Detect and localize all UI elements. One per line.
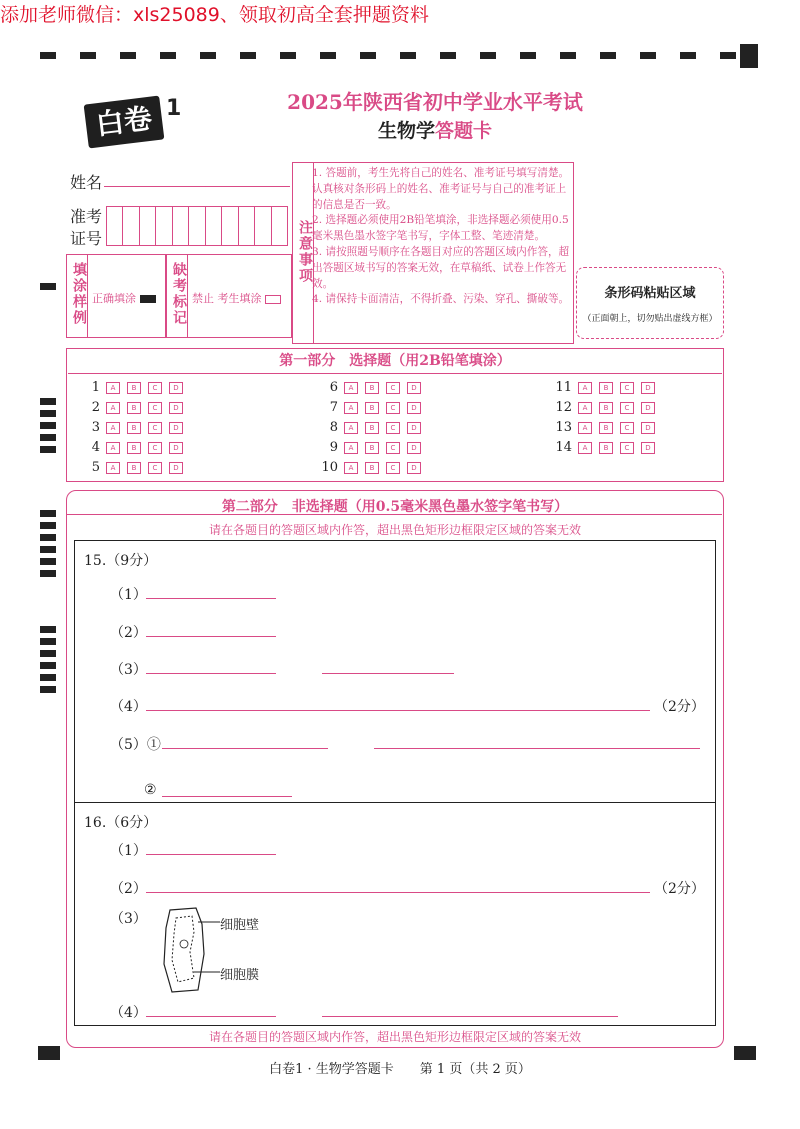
option-bubble[interactable]: A bbox=[578, 422, 592, 434]
q16-part1: （1） bbox=[110, 843, 147, 859]
question-number: 14 bbox=[555, 440, 572, 455]
q15-answer-5b[interactable] bbox=[162, 796, 292, 797]
q16-answer-4b[interactable] bbox=[322, 1016, 618, 1017]
choice-question bbox=[318, 420, 428, 435]
option-bubble[interactable]: C bbox=[386, 462, 400, 474]
choice-question bbox=[552, 440, 662, 455]
absent-label: 缺考标记 bbox=[171, 262, 187, 326]
choice-question bbox=[80, 380, 190, 395]
choice-question bbox=[80, 400, 190, 415]
question-number: 1 bbox=[91, 380, 100, 395]
q15-answer-2[interactable] bbox=[146, 636, 276, 637]
choice-question bbox=[318, 380, 428, 395]
id-label-2: 证号 bbox=[70, 229, 103, 248]
q15-answer-3b[interactable] bbox=[322, 673, 454, 674]
choice-question bbox=[318, 400, 428, 415]
option-bubble[interactable]: C bbox=[148, 422, 162, 434]
notes-list bbox=[312, 166, 574, 308]
question-number: 8 bbox=[329, 420, 338, 435]
id-label-1: 准考 bbox=[70, 207, 103, 226]
option-bubble[interactable]: D bbox=[641, 382, 655, 394]
option-bubble[interactable]: B bbox=[127, 422, 141, 434]
cell-membrane-label: 细胞膜 bbox=[220, 968, 260, 983]
q16-part3: （3） bbox=[110, 911, 147, 927]
paper-badge: 白卷 bbox=[84, 96, 165, 149]
q15-label: 15.（9分） bbox=[84, 553, 158, 569]
option-bubble[interactable]: C bbox=[148, 402, 162, 414]
bottom-instruction: 请在各题目的答题区域内作答，超出黑色矩形边框限定区域的答案无效 bbox=[208, 1030, 581, 1044]
choice-question bbox=[552, 400, 662, 415]
option-bubble[interactable]: C bbox=[386, 442, 400, 454]
choice-question bbox=[552, 420, 662, 435]
question-number: 12 bbox=[555, 400, 572, 415]
option-bubble[interactable]: C bbox=[386, 382, 400, 394]
answer-divider bbox=[74, 802, 716, 803]
name-field[interactable] bbox=[104, 186, 290, 187]
option-bubble[interactable]: A bbox=[578, 382, 592, 394]
question-number: 9 bbox=[329, 440, 338, 455]
option-bubble[interactable]: C bbox=[620, 402, 634, 414]
option-bubble[interactable]: B bbox=[365, 442, 379, 454]
q15-answer-4[interactable] bbox=[146, 710, 650, 711]
option-bubble[interactable]: C bbox=[620, 422, 634, 434]
barcode-area bbox=[576, 267, 724, 339]
question-number: 11 bbox=[555, 380, 572, 395]
q16-part4: （4） bbox=[110, 1005, 147, 1021]
note-item: 4. 请保持卡面清洁，不得折叠、污染、穿孔、撕破等。 bbox=[312, 293, 570, 306]
option-bubble[interactable]: B bbox=[365, 462, 379, 474]
question-number: 5 bbox=[91, 460, 100, 475]
option-bubble[interactable]: D bbox=[407, 402, 421, 414]
q15-answer-5a-cont[interactable] bbox=[374, 748, 700, 749]
option-bubble[interactable]: B bbox=[127, 382, 141, 394]
option-bubble[interactable]: B bbox=[127, 402, 141, 414]
q15-part5: （5）① bbox=[110, 737, 161, 753]
q16-answer-4a[interactable] bbox=[146, 1016, 276, 1017]
option-bubble[interactable]: B bbox=[365, 422, 379, 434]
option-bubble[interactable]: B bbox=[599, 402, 613, 414]
barcode-hint: （正面朝上，切勿贴出虚线方框） bbox=[582, 314, 718, 324]
option-bubble[interactable]: D bbox=[407, 442, 421, 454]
note-item: 3. 请按照题号顺序在各题目对应的答题区域内作答，超出答题区域书写的答案无效，在草稿纸、试卷上作答无效。 bbox=[312, 245, 570, 290]
part1-title: 第一部分 选择题（用2B铅笔填涂） bbox=[68, 350, 722, 374]
q15-part3: （3） bbox=[110, 662, 147, 678]
option-bubble[interactable]: A bbox=[344, 442, 358, 454]
choice-question bbox=[80, 420, 190, 435]
absent-checkbox[interactable] bbox=[265, 295, 281, 304]
option-bubble[interactable]: A bbox=[578, 442, 592, 454]
option-bubble[interactable]: D bbox=[641, 442, 655, 454]
q16-label: 16.（6分） bbox=[84, 815, 158, 831]
option-bubble[interactable]: A bbox=[578, 402, 592, 414]
note-item: 1. 答题前，考生先将自己的姓名、准考证号填写清楚。认真核对条形码上的姓名、准考证号与自己的准考证上的信息是否一致。 bbox=[312, 167, 570, 211]
q15-answer-3a[interactable] bbox=[146, 673, 276, 674]
question-number: 2 bbox=[91, 400, 100, 415]
cell-wall-label: 细胞壁 bbox=[220, 918, 260, 933]
question-number: 10 bbox=[321, 460, 338, 475]
name-label: 姓名 bbox=[70, 173, 103, 192]
option-bubble[interactable]: C bbox=[148, 382, 162, 394]
option-bubble[interactable]: C bbox=[386, 422, 400, 434]
option-bubble[interactable]: D bbox=[407, 462, 421, 474]
filled-mark-icon bbox=[140, 295, 156, 303]
option-bubble[interactable]: C bbox=[620, 442, 634, 454]
option-bubble[interactable]: A bbox=[344, 382, 358, 394]
option-bubble[interactable]: D bbox=[169, 442, 183, 454]
question-number: 6 bbox=[329, 380, 338, 395]
option-bubble[interactable]: B bbox=[599, 422, 613, 434]
option-bubble[interactable]: A bbox=[106, 442, 120, 454]
id-number-grid[interactable] bbox=[106, 206, 288, 246]
q16-part2: （2） bbox=[110, 881, 147, 897]
option-bubble[interactable]: A bbox=[106, 462, 120, 474]
barcode-title: 条形码粘贴区域 bbox=[604, 286, 696, 301]
option-bubble[interactable]: B bbox=[127, 462, 141, 474]
absent-text: 禁止 考生填涂 bbox=[192, 290, 281, 306]
paper-number: 1 bbox=[166, 96, 182, 121]
option-bubble[interactable]: D bbox=[407, 382, 421, 394]
option-bubble[interactable]: B bbox=[599, 382, 613, 394]
choice-question bbox=[318, 460, 428, 475]
promo-banner: 添加老师微信：xls25089、领取初高全套押题资料 bbox=[0, 4, 429, 26]
q15-part1: （1） bbox=[110, 587, 147, 603]
note-item: 2. 选择题必须使用2B铅笔填涂，非选择题必须使用0.5毫米黑色墨水签字笔书写，字体工整、笔迹清楚。 bbox=[312, 214, 569, 243]
notes-title: 注意事项 bbox=[297, 220, 313, 284]
option-bubble[interactable]: D bbox=[169, 402, 183, 414]
option-bubble[interactable]: A bbox=[106, 382, 120, 394]
q15-part5b: ② bbox=[144, 782, 157, 798]
option-bubble[interactable]: C bbox=[620, 382, 634, 394]
option-bubble[interactable]: A bbox=[344, 422, 358, 434]
choice-question bbox=[80, 460, 190, 475]
q15-part2: （2） bbox=[110, 625, 147, 641]
option-bubble[interactable]: D bbox=[169, 422, 183, 434]
choice-question bbox=[552, 380, 662, 395]
option-bubble[interactable]: D bbox=[169, 462, 183, 474]
q16-part2-score: （2分） bbox=[654, 881, 705, 897]
q16-answer-2[interactable] bbox=[146, 892, 650, 893]
option-bubble[interactable]: D bbox=[169, 382, 183, 394]
option-bubble[interactable]: D bbox=[641, 402, 655, 414]
option-bubble[interactable]: D bbox=[407, 422, 421, 434]
q15-part4: （4） bbox=[110, 699, 147, 715]
q16-answer-1[interactable] bbox=[146, 854, 276, 855]
part2-title: 第二部分 非选择题（用0.5毫米黑色墨水签字笔书写） bbox=[221, 499, 569, 515]
question-number: 7 bbox=[329, 400, 338, 415]
exam-title: 2025年陕西省初中学业水平考试 bbox=[287, 90, 583, 114]
exam-subtitle: 生物学答题卡 bbox=[377, 120, 493, 142]
question-number: 4 bbox=[91, 440, 100, 455]
option-bubble[interactable]: A bbox=[106, 402, 120, 414]
question-number: 3 bbox=[91, 420, 100, 435]
question-number: 13 bbox=[555, 420, 572, 435]
option-bubble[interactable]: A bbox=[106, 422, 120, 434]
option-bubble[interactable]: C bbox=[148, 442, 162, 454]
page-footer: 白卷1 · 生物学答题卡 第 1 页（共 2 页） bbox=[269, 1062, 531, 1077]
choice-question bbox=[80, 440, 190, 455]
option-bubble[interactable]: C bbox=[386, 402, 400, 414]
q15-answer-5a[interactable] bbox=[162, 748, 328, 749]
fill-sample-label: 填涂样例 bbox=[71, 262, 87, 326]
q15-answer-1[interactable] bbox=[146, 598, 276, 599]
option-bubble[interactable]: B bbox=[599, 442, 613, 454]
option-bubble[interactable]: D bbox=[641, 422, 655, 434]
part2-instruction: 请在各题目的答题区域内作答，超出黑色矩形边框限定区域的答案无效 bbox=[208, 523, 581, 537]
choice-question bbox=[318, 440, 428, 455]
fill-correct-text: 正确填涂 bbox=[92, 290, 156, 306]
option-bubble[interactable]: C bbox=[148, 462, 162, 474]
option-bubble[interactable]: A bbox=[344, 462, 358, 474]
q15-part4-score: （2分） bbox=[654, 699, 705, 715]
option-bubble[interactable]: B bbox=[365, 402, 379, 414]
option-bubble[interactable]: A bbox=[344, 402, 358, 414]
corner-mark bbox=[740, 44, 758, 68]
option-bubble[interactable]: B bbox=[127, 442, 141, 454]
timing-marks-top bbox=[40, 52, 760, 64]
option-bubble[interactable]: B bbox=[365, 382, 379, 394]
side-mark bbox=[40, 283, 56, 290]
cell-diagram bbox=[158, 904, 228, 996]
